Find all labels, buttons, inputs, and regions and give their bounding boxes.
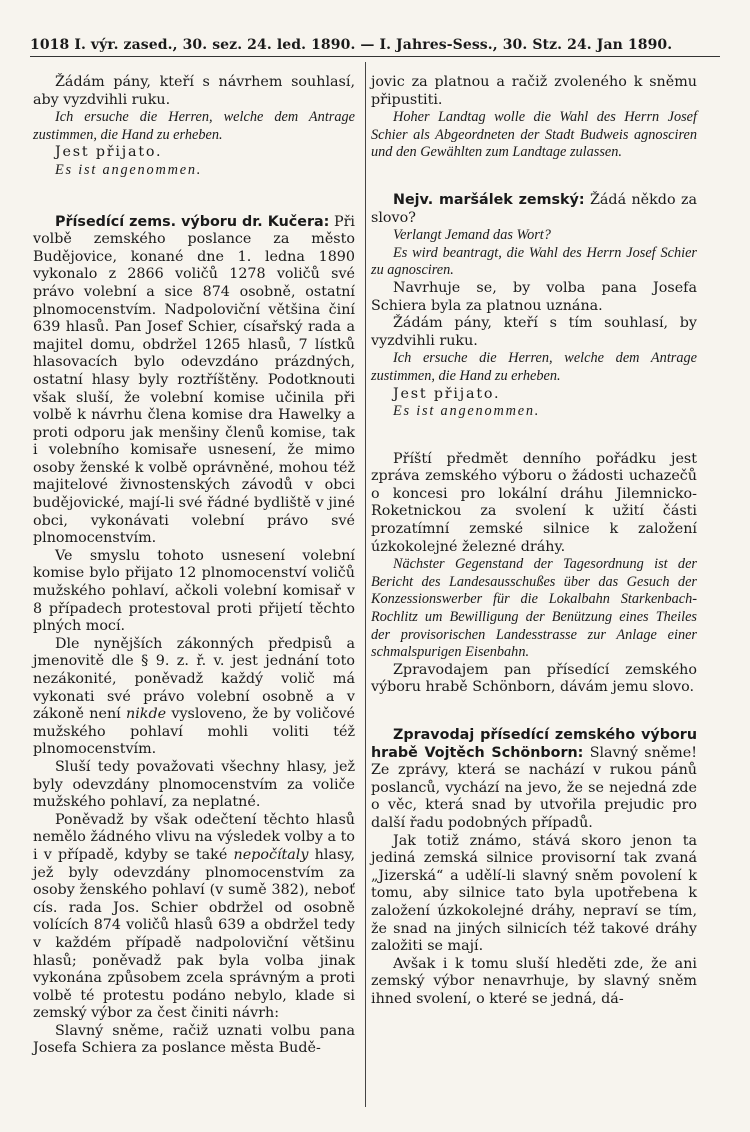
speech-text: Při volbě zemského poslance za město Budějovice, konané dne 1. ledna 1890 vykonalo z 2866 voličů 1278 voličů své právo volební a sice 874 osobně, ostatní plnomocenstvím. Nadpoloviční většina činí 639 hlasů. Pan Josef Schier, císařský rada a majitel domu, obdržel 1265 hlasů, 7 lístků hlasovacích bylo odevzdáno prázdných, ostatní hlasy byly roztříštěny. Podotknouti však sluší, že volební komise učinila při volbě k návrhu člena komise dra Hawelky a proti odporu jak menšiny členů komise, tak i volebního komisaře usnesení, že mimo osoby ženské k volbě oprávněné, mohou též majitelové živnostenských závodů v obci budějovické, mají-li své řádné bydliště v jiné obci, vykonávati volební právo své plnomocenstvím.: [33, 213, 355, 547]
right-paragraph-16: Avšak i k tomu sluší hleděti zde, že ani zemský výbor nenavrhuje, by slavný sněm ihned svolení, o které se jedná, dá-: [371, 955, 697, 1007]
right-paragraph-13: Zpravodajem pan přísedící zemského výboru hrabě Schönborn, dávám jemu slovo.: [371, 661, 697, 696]
right-paragraph-10: Es ist angenommen.: [393, 403, 541, 420]
right-paragraph-3: [371, 192, 697, 227]
page-header: 1018 I. výr. zased., 30. sez. 24. led. 1890. — I. Jahres-Sess., 30. Stz. 24. Jan 1890.: [30, 37, 673, 53]
left-paragraph-8: Sluší tedy považovati všechny hlasy, jež byly odevzdány plnomocenstvím za voliče mužského pohlaví, za neplatné.: [33, 758, 355, 811]
text-run: Dle nynějších zákonných předpisů a jmenovitě dle § 9. z. ř. v. jest jednání toto nezákonité, poněvadž každý volič má vykonati své právo volební osobně a v zákoně není: [33, 635, 355, 723]
right-paragraph-15: Jak totiž známo, stává skoro jenon ta jediná zemská silnice provisorní tak zvaná „Jizerská“ a udělí-li slavný sněm povolení k tomu, aby silnice tato byla upotřebena k založení úzkokolejné dráhy, nepraví se tím, že snad na jiných silnicích též takové dráhy založiti se mají.: [371, 832, 697, 955]
left-paragraph-2: Ich ersuche die Herren, welche dem Antrage zustimmen, die Hand zu erheben.: [33, 109, 355, 143]
text-run: hlasy, jež byly odevzdány plnomocenstvím za osoby ženského pohlaví (v sumě 382), neboť cís. rada Jos. Schier obdržel od osobně volících 874 voličů hlasů 639 a obdržel tedy v každém případě nadpoloviční většinu hlasů; poněvadž pak byla volba jinak vykonána způsobem zcela správným a proti volbě té protestu podáno nebylo, klade si zemský výbor za čest činiti návrh:: [33, 846, 356, 1022]
emphasis: nepočítaly: [233, 846, 309, 863]
header-rule: [30, 56, 720, 57]
right-paragraph-5: Es wird beantragt, die Wahl des Herrn Josef Schier zu agnosciren.: [371, 244, 697, 279]
text-run: vysloveno, že by voličové mužského pohlaví mohli voliti též plnomocenstvím.: [33, 706, 356, 758]
left-column: [33, 74, 355, 1058]
speaker-name: Přísedící zems. výboru dr. Kučera:: [55, 213, 330, 230]
spacer: [371, 162, 697, 192]
right-paragraph-11: Příští předmět denního pořádku jest zpráva zemského výboru o žádosti uchazečů o koncesi pro lokální dráhu Jilemnicko-Roketnickou za svolení k užití části prozatímní zemské silnice k založení úzkokolejné železné dráhy.: [371, 450, 697, 555]
left-paragraph-5: [33, 214, 355, 548]
spacer: [371, 421, 697, 451]
right-paragraph-12: Nächster Gegenstand der Tagesordnung ist der Bericht des Landesausschußes über das Gesuch der Konzessionswerber für die Lokalbahn Starkenbach-Rochlitz um Bewilligung der Benützung eines Theiles der provisorischen Landesstrasse zur Anlage einer schmalspurigen Eisenbahn.: [371, 556, 697, 661]
column-divider: [365, 62, 366, 1107]
left-paragraph-9: [33, 812, 355, 1023]
right-paragraph-14: [371, 727, 697, 833]
right-paragraph-9: Jest přijato.: [393, 385, 501, 402]
right-paragraph-8: Ich ersuche die Herren, welche dem Antrage zustimmen, die Hand zu erheben.: [371, 350, 697, 384]
left-paragraph-10: Slavný sněme, račiž uznati volbu pana Josefa Schiera za poslance města Budě-: [33, 1022, 355, 1057]
left-paragraph-4: Es ist angenommen.: [55, 161, 203, 178]
left-paragraph-7: [33, 636, 355, 759]
right-paragraph-6: Navrhuje se, by volba pana Josefa Schiera byla za platnou uznána.: [371, 279, 697, 314]
speaker-name: Zpravodaj přísedící zemského výboru hrabě Vojtěch Schönborn:: [371, 727, 697, 761]
left-paragraph-1: Žádám pány, kteří s návrhem souhlasí, aby vyzdvihli ruku.: [33, 74, 355, 108]
speech-text: Žádá někdo za slovo?: [371, 191, 697, 226]
left-paragraph-6: Ve smyslu tohoto usnesení volební komise bylo přijato 12 plnomocenství voličů mužského pohlaví, ačkoli volební komisař v 8 případech protestoval proti přijetí těchto plných mocí.: [33, 547, 355, 635]
spacer: [371, 697, 697, 727]
left-paragraph-3: Jest přijato.: [55, 144, 163, 161]
right-paragraph-2: Hoher Landtag wolle die Wahl des Herrn Josef Schier als Abgeordneten der Stadt Budweis agnosciren und den Gewählten zum Landtage zulassen.: [371, 109, 697, 161]
spacer: [33, 180, 355, 214]
right-paragraph-7: Žádám pány, kteří s tím souhlasí, by vyzdvihli ruku.: [371, 315, 697, 349]
emphasis: nikde: [126, 706, 167, 723]
right-paragraph-1: jovic za platnou a račiž zvoleného k sněmu připustiti.: [371, 74, 697, 108]
text-run: Poněvadž by však odečtení těchto hlasů nemělo žádného vlivu na výsledek volby a to i v případě, kdyby se také: [33, 811, 355, 863]
right-column: [371, 74, 697, 1009]
speaker-name: Nejv. maršálek zemský:: [393, 191, 585, 208]
speech-text: Slavný sněme! Ze zprávy, která se nachází v rukou pánů poslanců, vychází na jevo, že se nejedná zde o věc, která snad by utvořila prejudic pro další řadu podobných případů.: [371, 744, 697, 831]
right-paragraph-4: Verlangt Jemand das Wort?: [393, 227, 551, 244]
